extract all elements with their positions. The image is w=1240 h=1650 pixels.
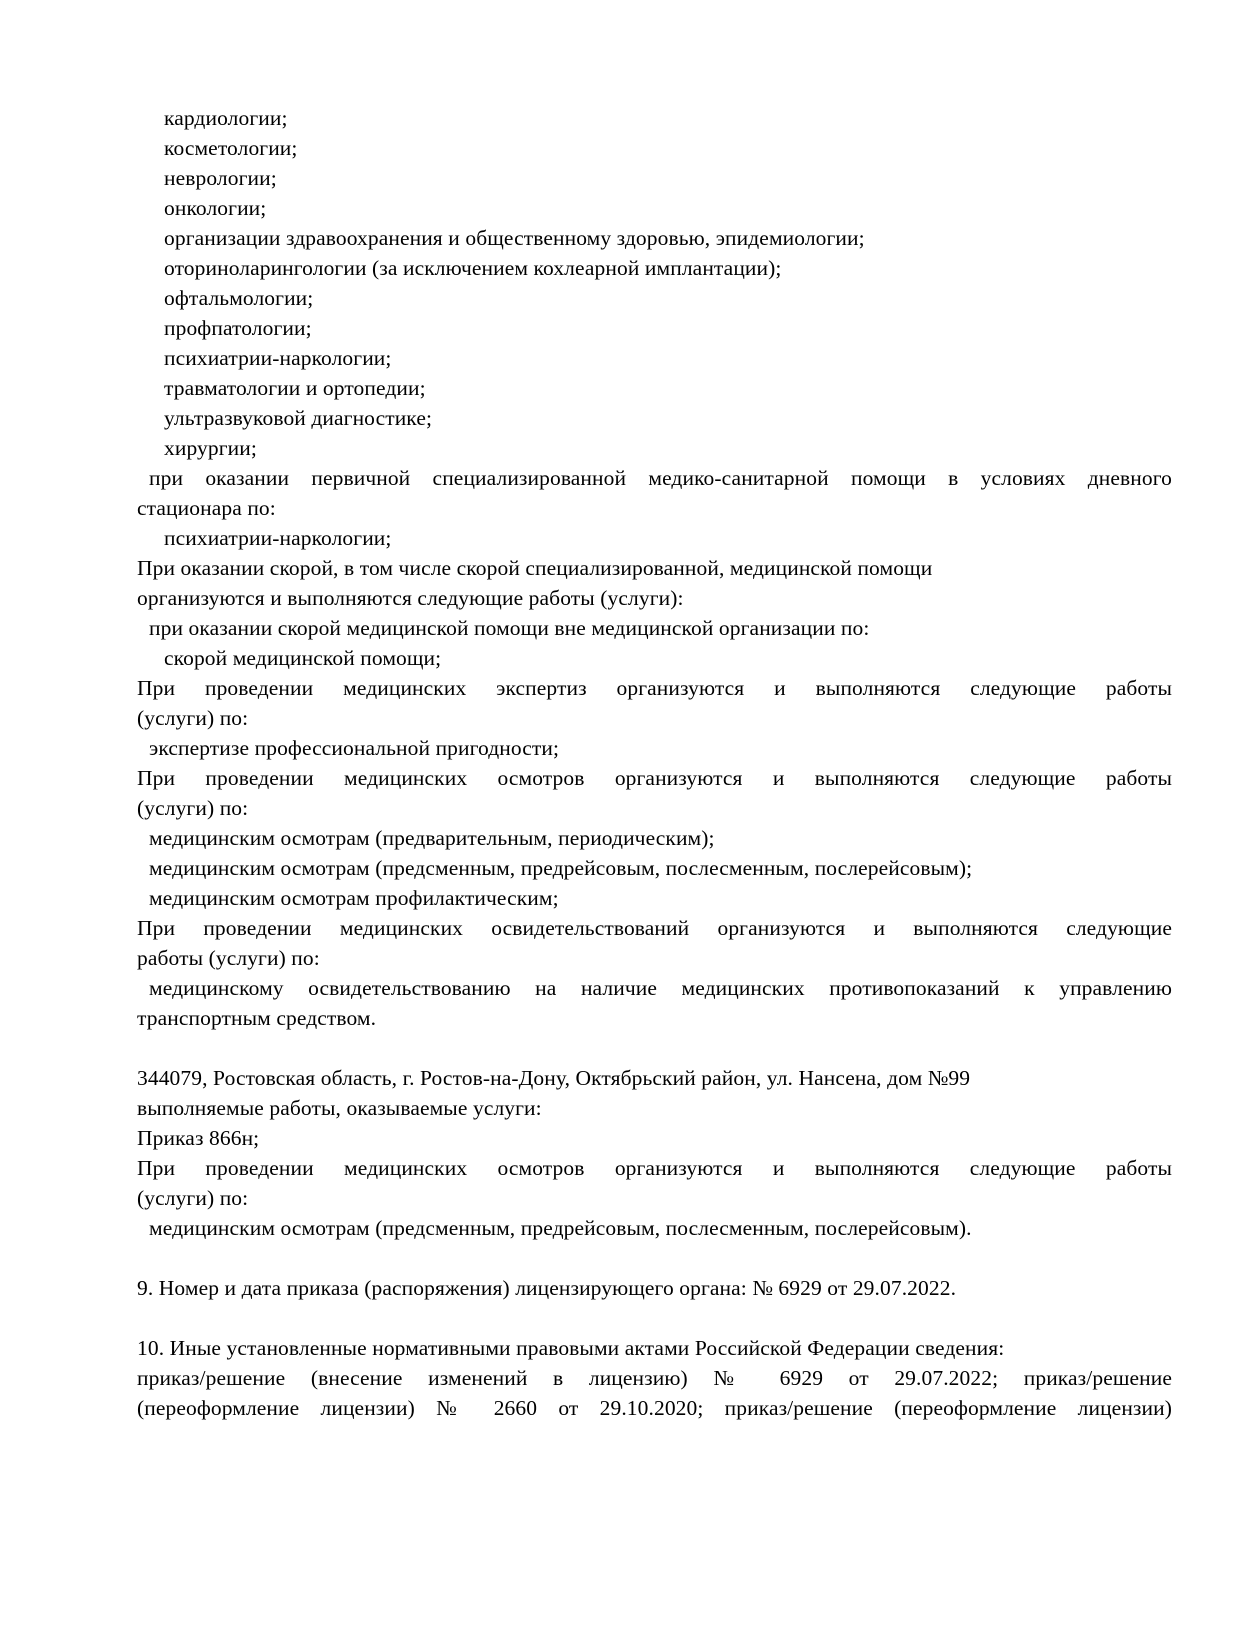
blank-line (137, 1303, 1172, 1333)
text-line: медицинским осмотрам (предсменным, предрейсовым, послесменным, послерейсовым); (149, 856, 973, 880)
text-line: (услуги) по: (137, 796, 249, 820)
text-line: при оказании первичной специализированной медико-санитарной помощи в условиях дневного (149, 466, 1172, 490)
text-line: онкологии; (164, 196, 267, 220)
text-line: работы (услуги) по: (137, 946, 320, 970)
text-line: неврологии; (164, 166, 277, 190)
text-line: экспертизе профессиональной пригодности; (149, 736, 560, 760)
text-line: транспортным средством. (137, 1006, 377, 1030)
text-line: 10. Иные установленные нормативными правовыми актами Российской Федерации сведения: (137, 1336, 1005, 1360)
text-line: медицинскому освидетельствованию на наличие медицинских противопоказаний к управлению (149, 976, 1172, 1000)
text-line: хирургии; (164, 436, 257, 460)
text-line: психиатрии-наркологии; (164, 346, 392, 370)
text-line: (услуги) по: (137, 1186, 249, 1210)
text-line: профпатологии; (164, 316, 312, 340)
text-line: организуются и выполняются следующие работы (услуги): (137, 586, 684, 610)
text-line: 9. Номер и дата приказа (распоряжения) лицензирующего органа: № 6929 от 29.07.2022. (137, 1276, 957, 1300)
text-line: При проведении медицинских осмотров организуются и выполняются следующие работы (137, 1156, 1172, 1180)
text-line: кардиологии; (164, 106, 288, 130)
text-line: оториноларингологии (за исключением кохлеарной имплантации); (164, 256, 782, 280)
text-line: Приказ 866н; (137, 1126, 260, 1150)
text-line: стационара по: (137, 496, 276, 520)
document-text-block (137, 0, 1172, 1423)
text-line: При проведении медицинских экспертиз организуются и выполняются следующие работы (137, 676, 1172, 700)
text-line: травматологии и ортопедии; (164, 376, 426, 400)
text-line: (переоформление лицензии) № 2660 от 29.10.2020; приказ/решение (переоформление лицензии) (137, 1396, 1172, 1420)
text-line: При проведении медицинских освидетельствований организуются и выполняются следующие (137, 916, 1172, 940)
text-line: скорой медицинской помощи; (164, 646, 442, 670)
text-line: медицинским осмотрам профилактическим; (149, 886, 559, 910)
text-line: при оказании скорой медицинской помощи вне медицинской организации по: (149, 616, 870, 640)
text-line: организации здравоохранения и общественному здоровью, эпидемиологии; (164, 226, 865, 250)
text-line: выполняемые работы, оказываемые услуги: (137, 1096, 542, 1120)
text-line: медицинским осмотрам (предсменным, предрейсовым, послесменным, послерейсовым). (149, 1216, 972, 1240)
text-line: При оказании скорой, в том числе скорой специализированной, медицинской помощи (137, 556, 933, 580)
text-line: При проведении медицинских осмотров организуются и выполняются следующие работы (137, 766, 1172, 790)
text-line: ультразвуковой диагностике; (164, 406, 433, 430)
text-line: медицинским осмотрам (предварительным, периодическим); (149, 826, 715, 850)
blank-line (137, 1033, 1172, 1063)
text-line: приказ/решение (внесение изменений в лицензию) № 6929 от 29.07.2022; приказ/решение (137, 1366, 1172, 1390)
text-line: 344079, Ростовская область, г. Ростов-на-Дону, Октябрьский район, ул. Нансена, дом №99 (137, 1066, 971, 1090)
text-line: (услуги) по: (137, 706, 249, 730)
text-line: офтальмологии; (164, 286, 314, 310)
text-line: психиатрии-наркологии; (164, 526, 392, 550)
text-line: косметологии; (164, 136, 298, 160)
blank-line (137, 1243, 1172, 1273)
